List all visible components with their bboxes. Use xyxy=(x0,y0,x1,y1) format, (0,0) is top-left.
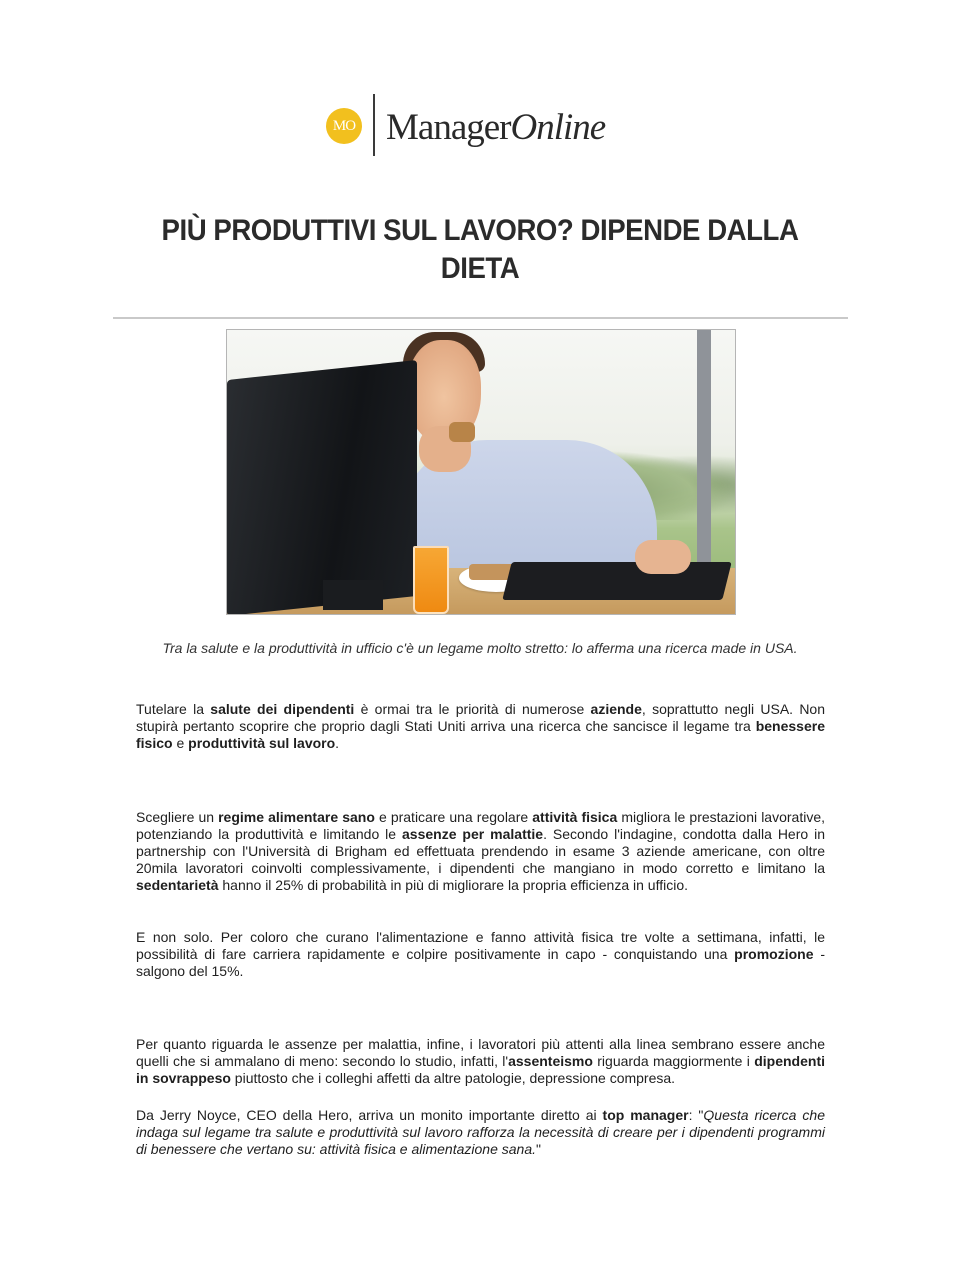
p5-quote: Questa ricerca che indaga sul legame tra salute e produttività sul lavoro rafforza la necessità di creare per i dipendenti programmi di benessere che vertano su: attività fisica e alimentazione sana. xyxy=(136,1107,825,1157)
logo-mark-icon: MO xyxy=(326,108,362,144)
article-paragraph-1 xyxy=(136,701,825,752)
image-caption: Tra la salute e la produttività in ufficio c'è un legame molto stretto: lo afferma una ricerca made in USA. xyxy=(162,640,798,656)
logo-divider xyxy=(373,94,375,156)
logo-brand-italic: Online xyxy=(510,107,606,148)
p3-bold: promozione xyxy=(734,946,814,962)
p4-text: piuttosto che i colleghi affetti da altre patologie, depressione compresa. xyxy=(230,1070,676,1086)
p2-text: migliora le prestazioni lavorative, potenziando la produttività e limitando le xyxy=(136,809,825,842)
p1-bold: benessere fisico xyxy=(136,718,825,751)
logo-brand-main: Manager xyxy=(386,107,511,148)
article-image xyxy=(226,329,736,615)
p2-bold: regime alimentare sano xyxy=(218,809,375,825)
p2-bold: attività fisica xyxy=(532,809,618,825)
image-keyboard xyxy=(502,562,731,600)
p5-text: : " xyxy=(688,1107,704,1123)
title-line-2: DIETA xyxy=(440,252,520,285)
image-orange-juice xyxy=(413,546,449,614)
p5-bold: top manager xyxy=(602,1107,689,1123)
title-line-1: PIÙ PRODUTTIVI SUL LAVORO? DIPENDE DALLA xyxy=(161,214,799,247)
article-title xyxy=(130,212,829,288)
title-divider xyxy=(113,317,848,319)
p2-text: Scegliere un xyxy=(136,809,219,825)
p1-text: e xyxy=(172,735,189,751)
article-paragraph-4 xyxy=(136,1036,825,1087)
p1-bold: aziende xyxy=(590,701,642,717)
p4-bold: assenteismo xyxy=(508,1053,593,1069)
image-monitor xyxy=(227,360,417,615)
p5-text: " xyxy=(536,1141,541,1157)
site-logo[interactable] xyxy=(326,94,646,158)
p2-text: hanno il 25% di probabilità in più di migliorare la propria efficienza in ufficio. xyxy=(218,877,689,893)
p4-bold: dipendenti in sovrappeso xyxy=(136,1053,825,1086)
p1-text: , soprattutto negli USA. Non stupirà pertanto scoprire che proprio dagli Stati Uniti arriva una ricerca che sancisce il legame tra xyxy=(136,701,826,734)
logo-wordmark xyxy=(386,106,605,149)
p2-text: . Secondo l'indagine, condotta dalla Hero in partnership con l'Università di Brigham ed effettuata prendendo in esame 3 aziende americane, con oltre 20mila lavoratori coinvolti complessivamente, i dipendenti che mangiano in modo corretto e limitano la xyxy=(136,826,826,876)
p3-text: E non solo. Per coloro che curano l'alimentazione e fanno attività fisica tre volte a settimana, infatti, le possibilità di fare carriera rapidamente e colpire positivamente in capo - conquistando una xyxy=(136,929,825,962)
image-monitor-stand xyxy=(323,580,383,610)
p2-bold: sedentarietà xyxy=(136,877,219,893)
article-paragraph-5 xyxy=(136,1107,825,1158)
p4-text: Per quanto riguarda le assenze per malattia, infine, i lavoratori più attenti alla linea sembrano essere anche quelli che si ammalano di meno: secondo lo studio, infatti, l' xyxy=(136,1036,825,1069)
image-typing-hand xyxy=(635,540,691,574)
p1-bold: salute dei dipendenti xyxy=(210,701,355,717)
p4-text: riguarda maggiormente i xyxy=(592,1053,755,1069)
article-paragraph-3 xyxy=(136,929,825,980)
p2-text: e praticare una regolare xyxy=(374,809,533,825)
p3-text: - salgono del 15%. xyxy=(136,946,825,979)
p1-text: . xyxy=(335,735,340,751)
p1-text: è ormai tra le priorità di numerose xyxy=(354,701,591,717)
p1-bold: produttività sul lavoro xyxy=(188,735,336,751)
image-sandwich-held xyxy=(449,422,475,442)
p5-text: Da Jerry Noyce, CEO della Hero, arriva un monito importante diretto ai xyxy=(136,1107,603,1123)
p2-bold: assenze per malattie xyxy=(402,826,544,842)
article-paragraph-2 xyxy=(136,809,825,894)
p1-text: Tutelare la xyxy=(136,701,211,717)
